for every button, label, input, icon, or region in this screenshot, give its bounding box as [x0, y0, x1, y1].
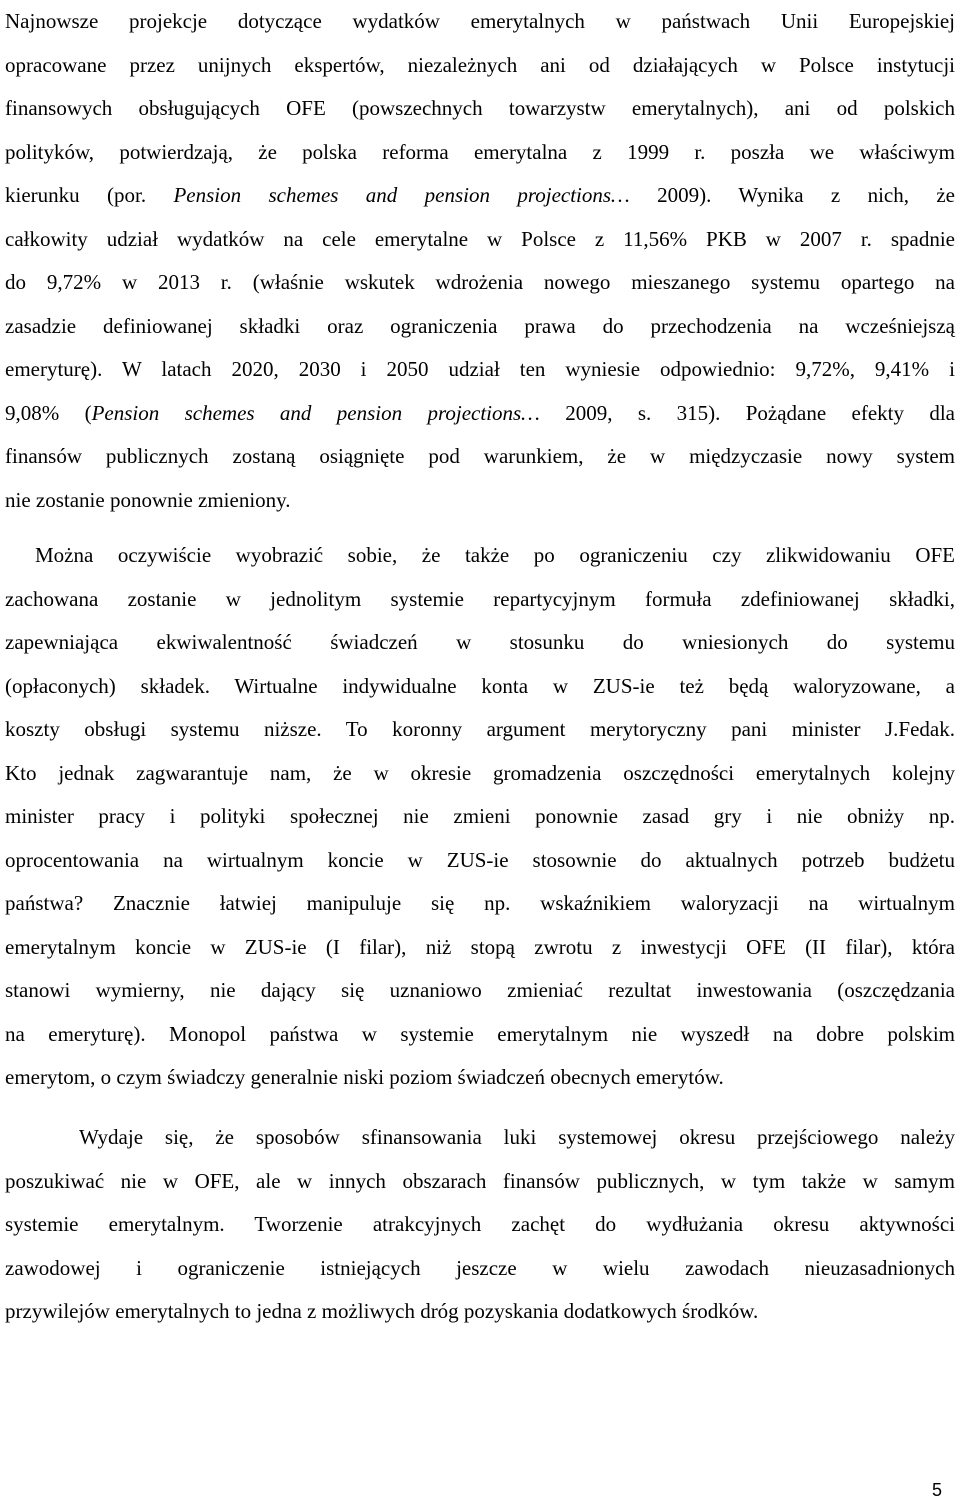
text-line: [5, 305, 955, 349]
text-line: [5, 1160, 955, 1204]
text-line: [5, 1247, 955, 1291]
text-line: [5, 0, 955, 44]
text-line: [5, 1116, 955, 1160]
text-segment: nie zostanie ponownie zmieniony.: [5, 487, 291, 512]
italic-citation: Pension schemes and pension projections…: [91, 400, 540, 425]
text-segment: Wydaje się, że sposobów sfinansowania luki systemowej okresu przejściowego należy: [79, 1125, 955, 1149]
text-segment: minister pracy i polityki społecznej nie zmieni ponownie zasad gry i nie obniży np.: [5, 804, 955, 828]
text-line: [5, 839, 955, 883]
text-line: [5, 348, 955, 392]
text-segment: stanowi wymierny, nie dający się uznaniowo zmieniać rezultat inwestowania (oszczędzania: [5, 978, 955, 1002]
text-segment: finansów publicznych zostaną osiągnięte pod warunkiem, że w międzyczasie nowy system: [5, 444, 955, 468]
text-line: [5, 752, 955, 796]
text-line: [5, 926, 955, 970]
text-segment: systemie emerytalnym. Tworzenie atrakcyjnych zachęt do wydłużania okresu aktywności: [5, 1212, 955, 1236]
text-line: [5, 1013, 955, 1057]
text-line: [5, 882, 955, 926]
text-segment: 2009, s. 315). Pożądane efekty dla: [539, 400, 955, 425]
text-segment: emerytalnym koncie w ZUS-ie (I filar), niż stopą zwrotu z inwestycji OFE (II filar), która: [5, 934, 955, 959]
text-segment: emerytom, o czym świadczy generalnie niski poziom świadczeń obecnych emerytów.: [5, 1065, 724, 1089]
text-line: [5, 1290, 955, 1334]
text-segment: 9,08% (: [5, 400, 92, 425]
text-line: [5, 621, 955, 665]
text-segment: (opłaconych) składek. Wirtualne indywidualne konta w ZUS-ie też będą waloryzowane, a: [5, 673, 955, 698]
paragraph-financing-gap: [5, 1116, 955, 1334]
text-line: [5, 1203, 955, 1247]
text-segment: polityków, potwierdzają, że polska reforma emerytalna z 1999 r. poszła we właściwym: [5, 139, 955, 164]
text-line: [5, 1056, 955, 1100]
text-segment: Można oczywiście wyobrazić sobie, że także po ograniczeniu czy zlikwidowaniu OFE: [35, 543, 955, 567]
text-line: [5, 708, 955, 752]
paragraph-ofe-alternative: [5, 534, 955, 1100]
text-line: [5, 578, 955, 622]
text-segment: kierunku (por.: [5, 183, 174, 207]
text-line: [5, 392, 955, 436]
text-line: [5, 174, 955, 218]
page-number: 5: [931, 1480, 942, 1500]
text-segment: 2009). Wynika z nich, że: [629, 183, 956, 207]
text-segment: państwa? Znacznie łatwiej manipuluje się np. wskaźnikiem waloryzacji na wirtualnym: [5, 891, 955, 915]
text-segment: emeryturę). W latach 2020, 2030 i 2050 udział ten wyniesie odpowiednio: 9,72%, 9,41% i: [5, 357, 955, 381]
text-segment: zawodowej i ograniczenie istniejących jeszcze w wielu zawodach nieuzasadnionych: [5, 1255, 955, 1280]
text-line: [5, 534, 955, 578]
text-segment: koszty obsługi systemu niższe. To koronny argument merytoryczny pani minister J.Fedak.: [5, 717, 955, 741]
text-line: [5, 261, 955, 305]
text-line: [5, 479, 955, 523]
text-segment: oprocentowania na wirtualnym koncie w ZUS-ie stosownie do aktualnych potrzeb budżetu: [5, 847, 955, 872]
text-segment: opracowane przez unijnych ekspertów, niezależnych ani od działających w Polsce instytucji: [5, 52, 955, 77]
text-line: [5, 435, 955, 479]
text-line: [5, 44, 955, 88]
text-line: [5, 218, 955, 262]
text-segment: poszukiwać nie w OFE, ale w innych obszarach finansów publicznych, w tym także w samym: [5, 1168, 955, 1193]
italic-citation: Pension schemes and pension projections…: [173, 183, 630, 207]
paragraph-pension-projections: [5, 0, 955, 522]
text-line: [5, 665, 955, 709]
text-line: [5, 87, 955, 131]
text-segment: przywilejów emerytalnych to jedna z możliwych dróg pozyskania dodatkowych środków.: [5, 1299, 759, 1323]
text-segment: do 9,72% w 2013 r. (właśnie wskutek wdrożenia nowego mieszanego systemu opartego na: [5, 270, 955, 294]
text-segment: Kto jednak zagwarantuje nam, że w okresie gromadzenia oszczędności emerytalnych kolejny: [5, 760, 955, 785]
text-line: [5, 131, 955, 175]
text-segment: zachowana zostanie w jednolitym systemie repartycyjnym formuła zdefiniowanej składki,: [5, 586, 955, 611]
text-segment: zasadzie definiowanej składki oraz ograniczenia prawa do przechodzenia na wcześniejszą: [5, 313, 955, 338]
text-segment: zapewniająca ekwiwalentność świadczeń w stosunku do wniesionych do systemu: [5, 630, 955, 654]
text-segment: Najnowsze projekcje dotyczące wydatków emerytalnych w państwach Unii Europejskiej: [5, 9, 955, 33]
text-segment: finansowych obsługujących OFE (powszechnych towarzystw emerytalnych), ani od polskich: [5, 96, 955, 120]
text-line: [5, 795, 955, 839]
text-line: [5, 969, 955, 1013]
text-segment: całkowity udział wydatków na cele emerytalne w Polsce z 11,56% PKB w 2007 r. spadnie: [5, 226, 955, 251]
text-segment: na emeryturę). Monopol państwa w systemie emerytalnym nie wyszedł na dobre polskim: [5, 1021, 955, 1046]
